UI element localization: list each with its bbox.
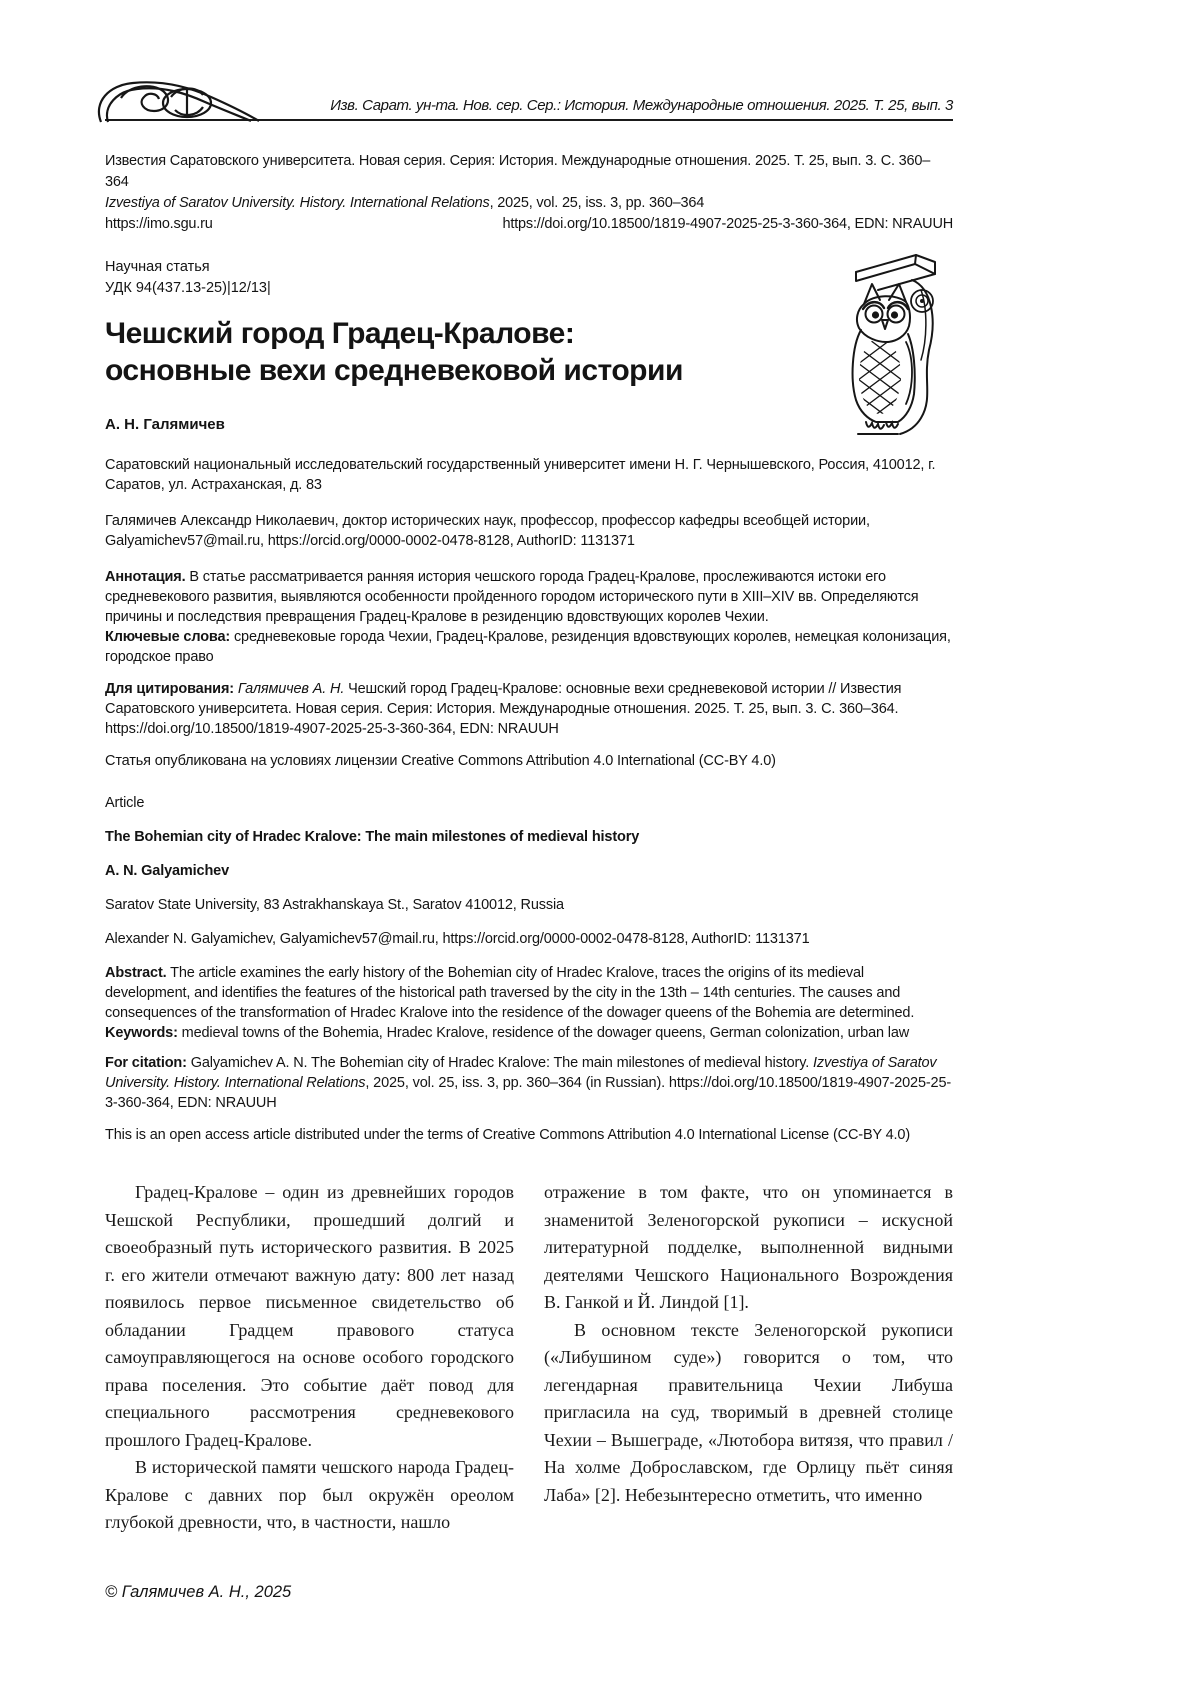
body-paragraph: отражение в том факте, что он упоминается в знаменитой Зеленогорской рукописи – искусной литературной подделке, выполненной видными деятелями Чешского Национального Возрождения В. Ганкой и Й. Линдой [1]. [544,1182,953,1312]
page-header [105,0,953,121]
affiliation-en: Saratov State University, 83 Astrakhanskaya St., Saratov 410012, Russia [105,897,564,913]
license-note-ru: Статья опубликована на условиях лицензии Creative Commons Attribution 4.0 International (CC-BY 4.0) [105,753,776,769]
body-paragraph: Градец-Кралове – один из древнейших городов Чешской Республики, прошедший долгий и своеобразный путь исторического развития. В 2025 г. его жители отмечают важную дату: 800 лет назад появилось первое письменное свидетельство об обладании Градцем правового статуса самоуправляющегося на основе особого городского права поселения. Это событие даёт повод для специального рассмотрения средневекового прошлого Градец-Кралове. [105,1182,514,1450]
running-title: Изв. Сарат. ун-та. Нов. сер. Сер.: История. Международные отношения. 2025. Т. 25, вып. 3 [330,97,953,114]
author-details-ru: Галямичев Александр Николаевич, доктор исторических наук, профессор, профессор кафедры всеобщей истории, Galyamichev57@mail.ru, https://orcid.org/0000-0002-0478-8128, AuthorID: 1131371 [105,513,870,549]
udc-code: УДК 94(437.13-25)|12/13| [105,280,271,296]
citation-links-row [105,214,953,235]
journal-site-link[interactable]: https://imo.sgu.ru [105,216,213,232]
open-access-note-en: This is an open access article distributed under the terms of Creative Commons Attribution 4.0 International License (CC-BY 4.0) [105,1127,911,1143]
body-column-left [105,1179,514,1537]
author-details-en: Alexander N. Galyamichev, Galyamichev57@mail.ru, https://orcid.org/0000-0002-0478-8128, AuthorID: 1131371 [105,931,810,947]
article-title-ru: Чешский город Градец-Кралове: основные вехи средневековой истории [105,317,683,387]
article-type-block [105,257,953,299]
abstract-en: Abstract. The article examines the early history of the Bohemian city of Hradec Kralove, traces the origins of its medieval development, and identifies the features of the historical path traversed by the city in the 13th – 14th centuries. The causes and consequences of the transformation of Hradec Kralove into the residence of the dowager queens of the Bohemia are determined. [105,965,915,1021]
article-type-en: Article [105,795,145,811]
keywords-ru: Ключевые слова: средневековые города Чехии, Градец-Кралове, резиденция вдовствующих королев, немецкая колонизация, городское право [105,629,951,665]
bibliographic-block [105,151,953,235]
body-column-right [544,1179,953,1537]
body-paragraph: В основном тексте Зеленогорской рукописи («Либушином суде») говорится о том, что легендарная правительница Чехии Либуша пригласила на суд, творимый в древней столице Чехии – Вышеграде, «Лютобора витязя, что правил / На холме Доброславском, где Орлицу пьёт синяя Лаба» [2]. Небезынтересно отметить, что именно [544,1319,953,1505]
journal-logo-icon [91,76,263,124]
article-type-ru: Научная статья [105,259,210,275]
keywords-en: Keywords: medieval towns of the Bohemia, Hradec Kralove, residence of the dowager queens, German colonization, urban law [105,1025,910,1041]
body-paragraph: В исторической памяти чешского народа Градец-Кралове с давних пор был окружён ореолом глубокой древности, что, в частности, нашло [105,1457,514,1532]
abstract-keywords-en [105,963,953,1043]
citation-en-line: Izvestiya of Saratov University. History. International Relations, 2025, vol. 25, iss. 3, pp. 360–364 [105,195,705,211]
author-name-en: A. N. Galyamichev [105,863,229,879]
abstract-keywords-ru [105,567,953,667]
citation-ru-line: Известия Саратовского университета. Новая серия. Серия: История. Международные отношения. 2025. Т. 25, вып. 3. С. 360–364 [105,153,931,190]
abstract-ru: Аннотация. В статье рассматривается ранняя история чешского города Градец-Кралове, прослеживаются истоки его средневекового развития, выявляются особенности пройденного городом исторического пути в XIII–XIV вв. Определяются причины и последствия превращения Градец-Кралове в резиденцию вдовствующих королев Чехии. [105,569,919,625]
author-name-ru: А. Н. Галямичев [105,416,225,433]
for-citation-ru: Для цитирования: Галямичев А. Н. Чешский город Градец-Кралове: основные вехи средневековой истории // Известия Саратовского университета. Новая серия. Серия: История. Международные отношения. 2025. Т. 25, вып. 3. С. 360–364. https://doi.org/10.18500/1819-4907-2025-25-3-360-364, EDN: NRAUUH [105,681,902,737]
article-body [105,1179,953,1537]
article-title-en: The Bohemian city of Hradec Kralove: The main milestones of medieval history [105,829,640,845]
doi-link[interactable]: https://doi.org/10.18500/1819-4907-2025-25-3-360-364, EDN: NRAUUH [502,216,953,232]
affiliation-ru: Саратовский национальный исследовательский государственный университет имени Н. Г. Чернышевского, Россия, 410012, г. Саратов, ул. Астраханская, д. 83 [105,457,936,493]
for-citation-en: For citation: Galyamichev A. N. The Bohemian city of Hradec Kralove: The main milestones of medieval history. Izvestiya of Saratov University. History. International Relations, 2025, vol. 25, iss. 3, pp. 360–364 (in Russian). https://doi.org/10.18500/1819-4907-2025-25-3-360-364, EDN: NRAUUH [105,1055,952,1111]
copyright-note: © Галямичев А. Н., 2025 [105,1582,292,1601]
page-content [105,0,953,1602]
